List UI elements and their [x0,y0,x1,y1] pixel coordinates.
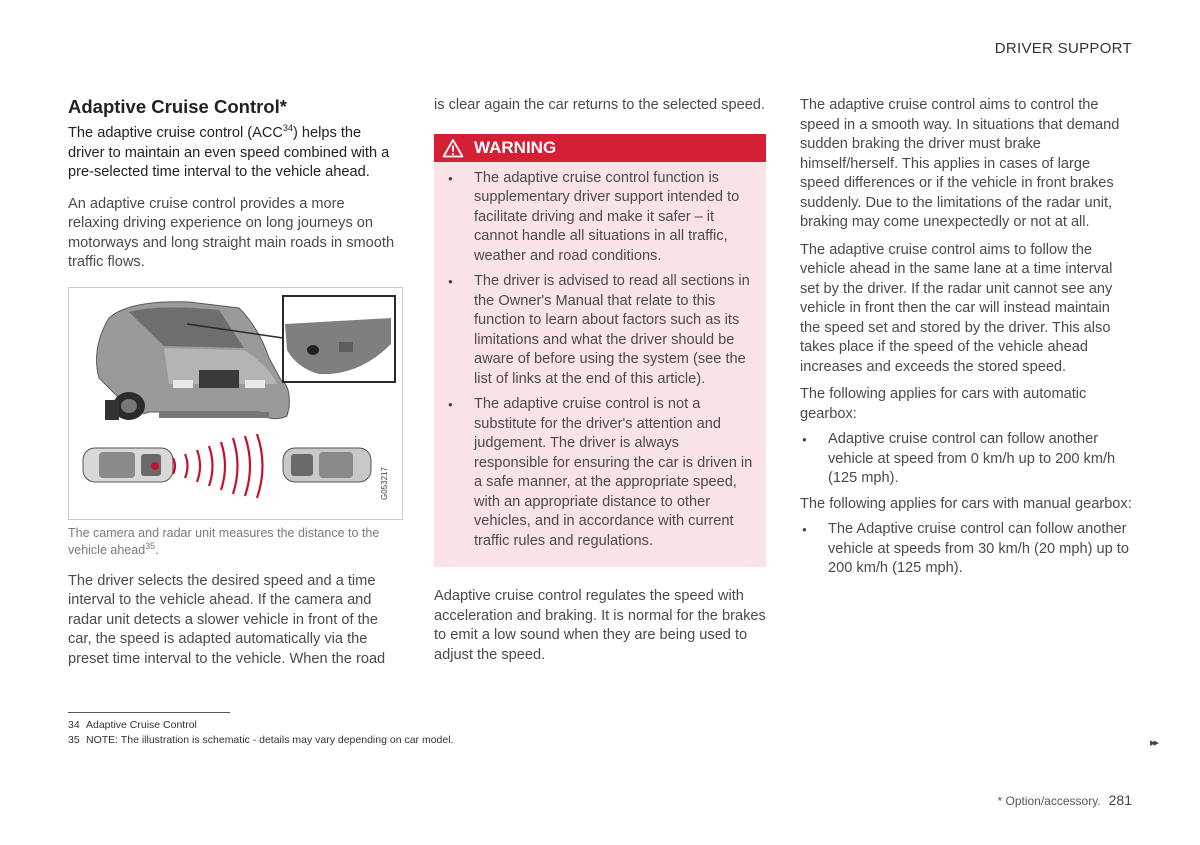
footnote-text: NOTE: The illustration is schematic - details may vary depending on car model. [86,734,454,746]
footnote-ref-34[interactable]: 34 [282,123,293,134]
radar-waves [173,434,263,498]
list-item: ● The Adaptive cruise control can follow another vehicle at speeds from 30 km/h (20 mph) up to 200 km/h (125 mph). [800,520,1132,579]
radar-emitter-dot [151,462,159,470]
warning-item: ● The adaptive cruise control is not a substitute for the driver's attention and judgement. The driver is always responsible for ensuring the car is driven in a safe manner, at the appropriate speed, with an appropriate distance to other vehicles, and in accordance with current traffic rules and regulations. [448,395,754,551]
lead-text-a: The adaptive cruise control (ACC [68,125,283,141]
page-title: Adaptive Cruise Control* [68,96,287,117]
continued-paragraph: is clear again the car returns to the selected speed. [434,97,765,113]
warning-list [434,162,766,568]
warning-item: ● The adaptive cruise control function is supplementary driver support intended to facilitate driving and make it safer – it cannot handle all situations in all traffic, weather and road conditions. [448,169,754,267]
acc-illustration [68,287,403,520]
footnote-number: 34 [68,719,80,731]
own-car-top-view [83,448,173,482]
next-page-arrows-icon[interactable]: ▸▸ [1150,737,1158,749]
lead-paragraph [68,124,398,183]
option-accessory-note: * Option/accessory. [997,794,1101,808]
follow-vehicle-paragraph: The adaptive cruise control aims to follow the vehicle ahead in the same lane at a time interval set by the driver. If the radar unit cannot see any vehicle in front then the car will instead maintain the speed set and stored by the driver. This also takes place if the speed of the vehicle ahead increases and exceeds the stored speed. [800,241,1113,375]
footnote-divider [68,712,230,713]
footnote-ref-35[interactable]: 35 [145,540,156,551]
figure-caption [68,525,398,560]
footnote-34 [68,718,453,733]
smooth-speed-paragraph: The adaptive cruise control aims to control the speed in a smooth way. In situations that demand sudden braking the driver must brake himself/herself. This applies in cases of large speed differences or if the vehicle in front brakes suddenly. Due to the limitations of the radar unit, braking may come unexpectedly or not at all. [800,97,1120,230]
car-radar-diagram [69,288,402,519]
caption-end: . [155,543,159,557]
manual-gearbox-paragraph: The following applies for cars with manual gearbox: [800,495,1132,512]
vehicle-ahead-top-view [283,448,371,482]
warning-title: WARNING [474,137,557,157]
lead-text-b: ) helps the driver to maintain an even speed combined with a pre-selected time interval to the vehicle ahead. [68,125,390,180]
automatic-gearbox-list [800,430,1132,489]
figure-code: G053217 [380,466,389,500]
caption-text: The camera and radar unit measures the distance to the vehicle ahead [68,525,380,557]
page-number: 281 [1108,792,1132,808]
section-header: DRIVER SUPPORT [994,40,1132,57]
manual-gearbox-list [800,520,1132,579]
speed-selection-paragraph: The driver selects the desired speed and a time interval to the vehicle ahead. If the camera and radar unit detects a slower vehicle in front of the car, the speed is adapted automatically via the preset time interval to the vehicle. When the road [68,572,386,667]
footnote-35 [68,733,453,748]
intro-paragraph: An adaptive cruise control provides a more relaxing driving experience on long journeys on motorways and long straight main roads in smooth traffic flows. [68,195,395,270]
suv-front-view [97,301,290,419]
warning-item: ● The driver is advised to read all sections in the Owner's Manual that relate to this function to learn about factors such as its limitations and what the driver should be aware of before using the system (see the list of links at the end of this article). [448,272,754,389]
list-item: ● Adaptive cruise control can follow another vehicle at speed from 0 km/h up to 200 km/h (125 mph). [800,430,1132,489]
column-left [68,96,398,669]
column-middle [434,96,766,665]
footnote-text: Adaptive Cruise Control [86,719,197,731]
camera-detail-inset [283,296,395,382]
braking-paragraph: Adaptive cruise control regulates the speed with acceleration and braking. It is normal for the brakes to emit a low sound when they are being used to adjust the speed. [434,588,766,663]
warning-triangle-icon [442,138,464,158]
automatic-gearbox-paragraph: The following applies for cars with automatic gearbox: [800,386,1087,422]
footnote-number: 35 [68,734,80,746]
column-right [800,96,1132,585]
page-footer [997,792,1132,808]
warning-header [434,134,766,162]
footnotes [68,718,453,748]
warning-box [434,134,766,568]
